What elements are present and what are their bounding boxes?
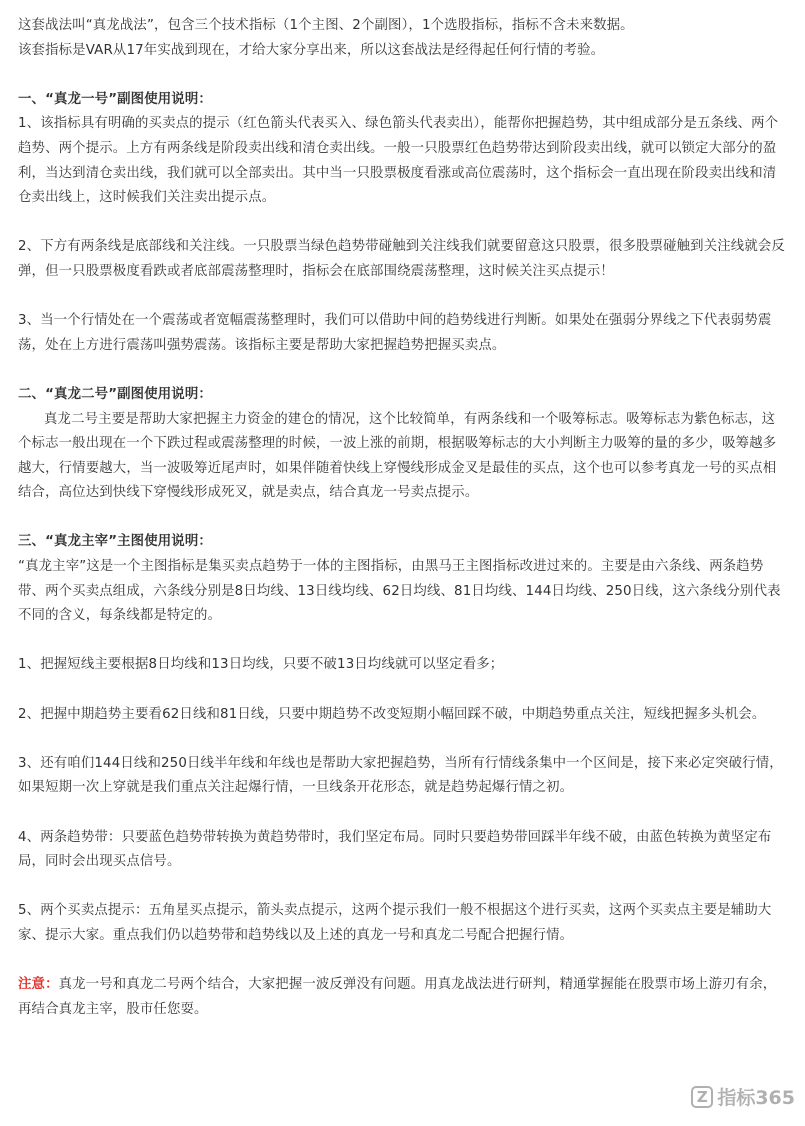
section-1-paragraph-2: 2、下方有两条线是底部线和关注线。一只股票当绿色趋势带碰触到关注线我们就要留意这只股票，很多股票碰触到关注线就会反弹，但一只股票极度看跌或者底部震荡整理时，指标会在底部围绕震荡整理，这时候关注买点提示！ bbox=[18, 239, 785, 279]
article-body bbox=[18, 14, 788, 1022]
section-1-paragraph-1: 1、该指标具有明确的买卖点的提示（红色箭头代表买入、绿色箭头代表卖出），能帮你把握趋势，其中组成部分是五条线、两个趋势、两个提示。上方有两条线是阶段卖出线和清仓卖出线。一般一只股票红色趋势带达到阶段卖出线，就可以锁定大部分的盈利，当达到清仓卖出线，我们就可以全部卖出。其中当一只股票极度看涨或高位震荡时，这个指标会一直出现在阶段卖出线和清仓卖出线上，这时候我们关注卖出提示点。 bbox=[18, 116, 779, 206]
section-3-paragraph-3: 2、把握中期趋势主要看62日线和81日线，只要中期趋势不改变短期小幅回踩不破，中期趋势重点关注，短线把握多头机会。 bbox=[18, 706, 766, 722]
section-3-paragraph-5: 4、两条趋势带：只要蓝色趋势带转换为黄趋势带时，我们坚定布局。同时只要趋势带回踩半年线不破，由蓝色转换为黄坚定布局，同时会出现买点信号。 bbox=[18, 829, 772, 870]
section-3-paragraph-6: 5、两个买卖点提示：五角星买点提示，箭头卖点提示，这两个提示我们一般不根据这个进行买卖，这两个买卖点主要是辅助大家、提示大家。重点我们仍以趋势带和趋势线以及上述的真龙一号和真龙二号配合把握行情。 bbox=[18, 903, 772, 943]
note-paragraph bbox=[18, 973, 788, 1022]
watermark-logo-icon: Z bbox=[691, 1086, 713, 1108]
site-watermark bbox=[691, 1083, 795, 1110]
watermark-text: 指标365 bbox=[717, 1087, 795, 1109]
intro-line-1: 这套战法叫“真龙战法”，包含三个技术指标（1个主图、2个副图），1个选股指标，指标不含未来数据。 bbox=[18, 18, 634, 33]
section-2-heading: 二、“真龙二号”副图使用说明： bbox=[18, 386, 212, 402]
section-1-heading: 一、“真龙一号”副图使用说明： bbox=[18, 91, 212, 107]
section-2-paragraph-1: 真龙二号主要是帮助大家把握主力资金的建仓的情况，这个比较简单，有两条线和一个吸筹标志。吸筹标志为紫色标志，这个标志一般出现在一个下跌过程或震荡整理的时候，一波上涨的前期，根据吸筹标志的大小判断主力吸筹的量的多少，吸筹越多越大，行情要越大，当一波吸筹近尾声时，如果伴随着快线上穿慢线形成金叉是最佳的买点，这个也可以参考真龙一号的买点相结合，高位达到快线下穿慢线形成死叉，就是卖点，结合真龙一号卖点提示。 bbox=[18, 411, 777, 501]
note-label: 注意： bbox=[18, 977, 59, 993]
intro-line-2: 该套指标是VAR从17年实战到现在，才给大家分享出来，所以这套战法是经得起任何行情的考验。 bbox=[18, 42, 605, 58]
section-1-paragraph-3: 3、当一个行情处在一个震荡或者宽幅震荡整理时，我们可以借助中间的趋势线进行判断。如果处在强弱分界线之下代表弱势震荡，处在上方进行震荡叫强势震荡。该指标主要是帮助大家把握趋势把握买卖点。 bbox=[18, 313, 772, 353]
note-text: 真龙一号和真龙二号两个结合，大家把握一波反弹没有问题。用真龙战法进行研判，精通掌握能在股票市场上游刃有余，再结合真龙主宰，股市任您耍。 bbox=[18, 977, 777, 1017]
section-3-paragraph-2: 1、把握短线主要根据8日均线和13日均线，只要不破13日均线就可以坚定看多； bbox=[18, 657, 504, 673]
section-3-paragraph-1: “真龙主宰”这是一个主图指标是集买卖点趋势于一体的主图指标，由黑马王主图指标改进过来的。主要是由六条线、两条趋势带、两个买卖点组成，六条线分别是8日均线、13日线均线、62日均线、81日均线、144日均线、250日线，这六条线分别代表不同的含义，每条线都是特定的。 bbox=[18, 559, 781, 624]
section-3-paragraph-4: 3、还有咱们144日线和250日线半年线和年线也是帮助大家把握趋势，当所有行情线条集中一个区间是，接下来必定突破行情，如果短期一次上穿就是我们重点关注起爆行情，一旦线条开花形态，就是趋势起爆行情之初。 bbox=[18, 755, 783, 796]
section-3-heading: 三、“真龙主宰”主图使用说明： bbox=[18, 534, 212, 550]
